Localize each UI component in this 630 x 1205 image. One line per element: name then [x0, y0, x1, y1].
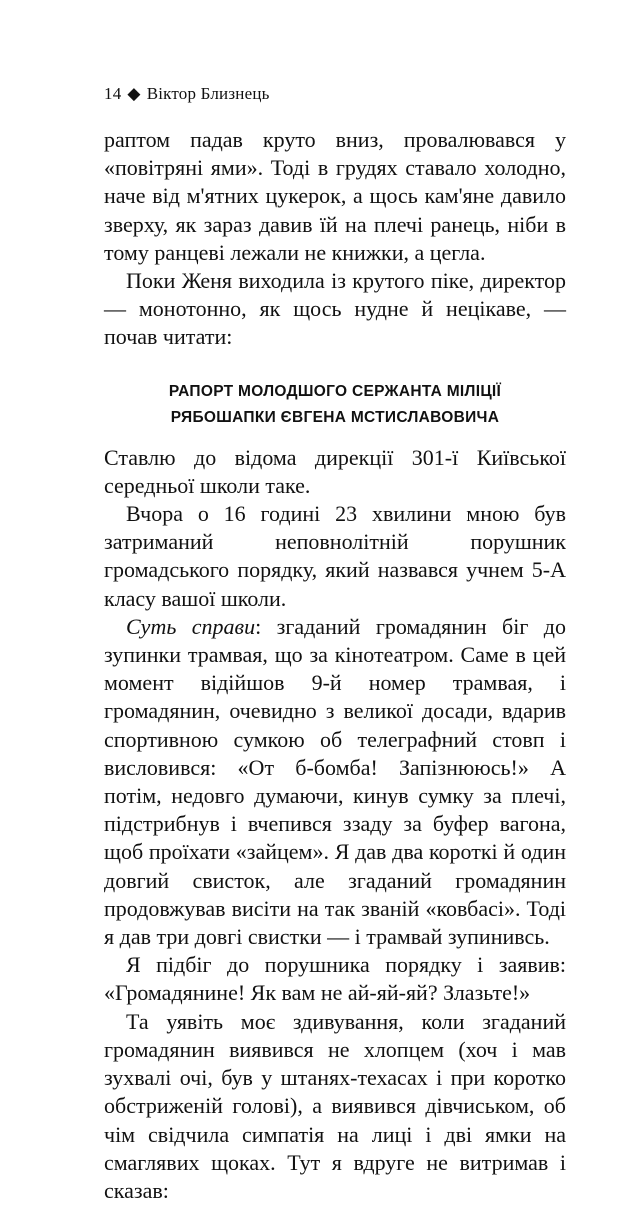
- paragraph-director: Поки Женя виходила із крутого піке, директор — монотонно, як щось нудне й нецікаве, — почав читати:: [104, 268, 566, 350]
- paragraph-continued: раптом падав круто вниз, провалювався у «повітряні ями». Тоді в грудях ставало холодно, наче від м'ятних цукерок, а щось кам'яне давило зверху, як зараз давив їй на плечі ранець, ніби в тому ранцеві лежали не книжки, а цегла.: [104, 127, 566, 265]
- report-paragraph-4: Я підбіг до порушника порядку і заявив: «Громадянине! Як вам не ай-яй-яй? Злазьте!»: [104, 952, 566, 1006]
- report-heading-line-2: РЯБОШАПКИ ЄВГЕНА МСТИСЛАВОВИЧА: [170, 408, 500, 426]
- report-paragraph-3: [104, 613, 566, 951]
- report-paragraph-5: Та уявіть моє здивування, коли згаданий громадянин виявився не хлопцем (хоч і мав зухвалі очі, був у штанях-техасах і при коротко обстриженій голові), а виявився дівчиськом, об чім свідчила симпатія на лиці і дві ямки на смаглявих щоках. Тут я вдруге не витримав і сказав:: [104, 1008, 566, 1203]
- report-paragraph-2: Вчора о 16 годині 23 хвилини мною був затриманий неповнолітній порушник громадського порядку, який назвався учнем 5-А класу вашої школи.: [104, 501, 566, 611]
- page-number: 14: [104, 84, 122, 103]
- report-paragraph-1: Ставлю до відома дирекції 301-ї Київської середньої школи таке.: [104, 444, 566, 498]
- diamond-separator-icon: ◆: [127, 84, 141, 103]
- report-heading-line-1: РАПОРТ МОЛОДШОГО СЕРЖАНТА МІЛІЦІЇ: [168, 382, 502, 400]
- report-paragraph-3-text: : згаданий громадянин біг до зупинки трамвая, що за кінотеатром. Саме в цей момент відійшов 9-й номер трамвая, і громадянин, очевидно з великої досади, вдарив спортивною сумкою об телеграфний стовп і висловився: «От б-бомба! Запізнююсь!» А потім, недовго думаючи, кинув сумку за плечі, підстрибнув і вчепився ззаду за буфер вагона, щоб проїхати «зайцем». Я дав два короткі й один довгий свисток, але згаданий громадянин продовжував висіти на так званій «ковбасі». Тоді я дав три довгі свистки — і трамвай зупинивсь.: [104, 613, 566, 950]
- author-name: Віктор Близнець: [146, 84, 270, 103]
- running-head: [104, 84, 270, 104]
- body-text: [104, 126, 566, 1205]
- case-essence-label: Суть справи: [126, 613, 256, 639]
- report-heading: [104, 379, 566, 431]
